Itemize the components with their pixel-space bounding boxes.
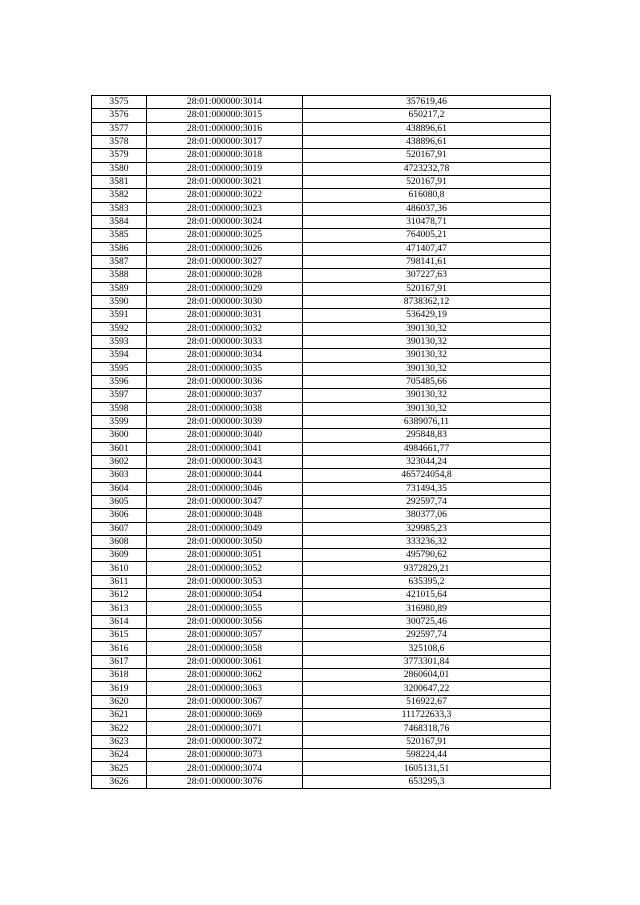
table-row xyxy=(92,562,551,575)
cadastral-number-cell: 28:01:000000:3074 xyxy=(147,762,303,775)
row-number-cell: 3602 xyxy=(92,455,147,468)
cadastral-number-cell: 28:01:000000:3029 xyxy=(147,282,303,295)
row-number-cell: 3626 xyxy=(92,775,147,788)
cadastral-number-cell: 28:01:000000:3014 xyxy=(147,96,303,109)
cadastral-number-cell: 28:01:000000:3026 xyxy=(147,242,303,255)
row-number-cell: 3576 xyxy=(92,109,147,122)
value-cell: 325108,6 xyxy=(303,642,551,655)
table-row xyxy=(92,402,551,415)
value-cell: 316980,89 xyxy=(303,602,551,615)
row-number-cell: 3615 xyxy=(92,629,147,642)
value-cell: 323044,24 xyxy=(303,455,551,468)
table-row xyxy=(92,602,551,615)
row-number-cell: 3594 xyxy=(92,349,147,362)
row-number-cell: 3608 xyxy=(92,535,147,548)
table-row xyxy=(92,455,551,468)
row-number-cell: 3586 xyxy=(92,242,147,255)
row-number-cell: 3603 xyxy=(92,469,147,482)
cadastral-number-cell: 28:01:000000:3043 xyxy=(147,455,303,468)
table-row xyxy=(92,202,551,215)
cadastral-number-cell: 28:01:000000:3021 xyxy=(147,175,303,188)
row-number-cell: 3598 xyxy=(92,402,147,415)
value-cell: 516922,67 xyxy=(303,695,551,708)
table-row xyxy=(92,215,551,228)
cadastral-number-cell: 28:01:000000:3034 xyxy=(147,349,303,362)
row-number-cell: 3618 xyxy=(92,669,147,682)
cadastral-number-cell: 28:01:000000:3016 xyxy=(147,122,303,135)
row-number-cell: 3577 xyxy=(92,122,147,135)
row-number-cell: 3599 xyxy=(92,415,147,428)
table-row xyxy=(92,309,551,322)
value-cell: 438896,61 xyxy=(303,122,551,135)
table-row xyxy=(92,162,551,175)
cadastral-number-cell: 28:01:000000:3063 xyxy=(147,682,303,695)
row-number-cell: 3582 xyxy=(92,189,147,202)
row-number-cell: 3601 xyxy=(92,442,147,455)
cadastral-number-cell: 28:01:000000:3069 xyxy=(147,709,303,722)
row-number-cell: 3616 xyxy=(92,642,147,655)
cadastral-number-cell: 28:01:000000:3057 xyxy=(147,629,303,642)
table-row xyxy=(92,655,551,668)
value-cell: 520167,91 xyxy=(303,735,551,748)
cadastral-number-cell: 28:01:000000:3028 xyxy=(147,269,303,282)
row-number-cell: 3613 xyxy=(92,602,147,615)
value-cell: 295848,83 xyxy=(303,429,551,442)
value-cell: 390130,32 xyxy=(303,349,551,362)
cadastral-number-cell: 28:01:000000:3046 xyxy=(147,482,303,495)
cadastral-number-cell: 28:01:000000:3051 xyxy=(147,549,303,562)
row-number-cell: 3591 xyxy=(92,309,147,322)
row-number-cell: 3597 xyxy=(92,389,147,402)
row-number-cell: 3611 xyxy=(92,575,147,588)
row-number-cell: 3584 xyxy=(92,215,147,228)
cadastral-number-cell: 28:01:000000:3022 xyxy=(147,189,303,202)
cadastral-number-cell: 28:01:000000:3044 xyxy=(147,469,303,482)
table-row xyxy=(92,229,551,242)
value-cell: 465724054,8 xyxy=(303,469,551,482)
cadastral-number-cell: 28:01:000000:3056 xyxy=(147,615,303,628)
table-row xyxy=(92,429,551,442)
value-cell: 635395,2 xyxy=(303,575,551,588)
cadastral-number-cell: 28:01:000000:3035 xyxy=(147,362,303,375)
row-number-cell: 3578 xyxy=(92,135,147,148)
cadastral-number-cell: 28:01:000000:3052 xyxy=(147,562,303,575)
value-cell: 650217,2 xyxy=(303,109,551,122)
cadastral-number-cell: 28:01:000000:3055 xyxy=(147,602,303,615)
table-row xyxy=(92,322,551,335)
cadastral-value-table xyxy=(91,95,551,789)
row-number-cell: 3585 xyxy=(92,229,147,242)
value-cell: 390130,32 xyxy=(303,402,551,415)
table-row xyxy=(92,335,551,348)
value-cell: 653295,3 xyxy=(303,775,551,788)
cadastral-number-cell: 28:01:000000:3024 xyxy=(147,215,303,228)
row-number-cell: 3600 xyxy=(92,429,147,442)
row-number-cell: 3580 xyxy=(92,162,147,175)
cadastral-number-cell: 28:01:000000:3049 xyxy=(147,522,303,535)
cadastral-number-cell: 28:01:000000:3018 xyxy=(147,149,303,162)
row-number-cell: 3622 xyxy=(92,722,147,735)
cadastral-number-cell: 28:01:000000:3071 xyxy=(147,722,303,735)
row-number-cell: 3592 xyxy=(92,322,147,335)
row-number-cell: 3612 xyxy=(92,589,147,602)
row-number-cell: 3583 xyxy=(92,202,147,215)
cadastral-number-cell: 28:01:000000:3033 xyxy=(147,335,303,348)
value-cell: 8738362,12 xyxy=(303,295,551,308)
table-row xyxy=(92,695,551,708)
table-row xyxy=(92,629,551,642)
row-number-cell: 3581 xyxy=(92,175,147,188)
row-number-cell: 3579 xyxy=(92,149,147,162)
value-cell: 2860604,01 xyxy=(303,669,551,682)
table-body xyxy=(92,96,551,789)
cadastral-number-cell: 28:01:000000:3061 xyxy=(147,655,303,668)
table-row xyxy=(92,522,551,535)
row-number-cell: 3609 xyxy=(92,549,147,562)
value-cell: 471407,47 xyxy=(303,242,551,255)
value-cell: 3200647,22 xyxy=(303,682,551,695)
value-cell: 390130,32 xyxy=(303,322,551,335)
value-cell: 6389076,11 xyxy=(303,415,551,428)
value-cell: 764005,21 xyxy=(303,229,551,242)
cadastral-number-cell: 28:01:000000:3067 xyxy=(147,695,303,708)
row-number-cell: 3607 xyxy=(92,522,147,535)
table-row xyxy=(92,389,551,402)
value-cell: 4723232,78 xyxy=(303,162,551,175)
value-cell: 357619,46 xyxy=(303,96,551,109)
table-row xyxy=(92,282,551,295)
table-row xyxy=(92,242,551,255)
cadastral-number-cell: 28:01:000000:3053 xyxy=(147,575,303,588)
table-row xyxy=(92,575,551,588)
value-cell: 310478,71 xyxy=(303,215,551,228)
cadastral-number-cell: 28:01:000000:3058 xyxy=(147,642,303,655)
cadastral-number-cell: 28:01:000000:3048 xyxy=(147,509,303,522)
table-row xyxy=(92,495,551,508)
value-cell: 292597,74 xyxy=(303,495,551,508)
row-number-cell: 3587 xyxy=(92,255,147,268)
cadastral-number-cell: 28:01:000000:3036 xyxy=(147,375,303,388)
value-cell: 1605131,51 xyxy=(303,762,551,775)
value-cell: 390130,32 xyxy=(303,335,551,348)
table-row xyxy=(92,96,551,109)
row-number-cell: 3593 xyxy=(92,335,147,348)
table-row xyxy=(92,762,551,775)
value-cell: 300725,46 xyxy=(303,615,551,628)
value-cell: 111722633,3 xyxy=(303,709,551,722)
row-number-cell: 3595 xyxy=(92,362,147,375)
row-number-cell: 3590 xyxy=(92,295,147,308)
value-cell: 520167,91 xyxy=(303,282,551,295)
value-cell: 520167,91 xyxy=(303,149,551,162)
table-row xyxy=(92,735,551,748)
row-number-cell: 3596 xyxy=(92,375,147,388)
table-row xyxy=(92,295,551,308)
table-row xyxy=(92,589,551,602)
row-number-cell: 3619 xyxy=(92,682,147,695)
value-cell: 307227,63 xyxy=(303,269,551,282)
cadastral-number-cell: 28:01:000000:3015 xyxy=(147,109,303,122)
row-number-cell: 3610 xyxy=(92,562,147,575)
value-cell: 9372829,21 xyxy=(303,562,551,575)
row-number-cell: 3617 xyxy=(92,655,147,668)
cadastral-number-cell: 28:01:000000:3039 xyxy=(147,415,303,428)
value-cell: 390130,32 xyxy=(303,362,551,375)
row-number-cell: 3604 xyxy=(92,482,147,495)
cadastral-number-cell: 28:01:000000:3076 xyxy=(147,775,303,788)
value-cell: 380377,06 xyxy=(303,509,551,522)
value-cell: 390130,32 xyxy=(303,389,551,402)
value-cell: 486037,36 xyxy=(303,202,551,215)
value-cell: 3773301,84 xyxy=(303,655,551,668)
cadastral-number-cell: 28:01:000000:3019 xyxy=(147,162,303,175)
cadastral-number-cell: 28:01:000000:3032 xyxy=(147,322,303,335)
cadastral-number-cell: 28:01:000000:3017 xyxy=(147,135,303,148)
table-row xyxy=(92,415,551,428)
table-row xyxy=(92,175,551,188)
table-row xyxy=(92,269,551,282)
value-cell: 536429,19 xyxy=(303,309,551,322)
value-cell: 495790,62 xyxy=(303,549,551,562)
row-number-cell: 3589 xyxy=(92,282,147,295)
table-row xyxy=(92,749,551,762)
table-row xyxy=(92,482,551,495)
cadastral-number-cell: 28:01:000000:3054 xyxy=(147,589,303,602)
table-row xyxy=(92,375,551,388)
value-cell: 4984661,77 xyxy=(303,442,551,455)
table-row xyxy=(92,722,551,735)
table-row xyxy=(92,109,551,122)
table-row xyxy=(92,642,551,655)
cadastral-number-cell: 28:01:000000:3073 xyxy=(147,749,303,762)
row-number-cell: 3575 xyxy=(92,96,147,109)
table-row xyxy=(92,469,551,482)
table-row xyxy=(92,709,551,722)
row-number-cell: 3624 xyxy=(92,749,147,762)
cadastral-number-cell: 28:01:000000:3038 xyxy=(147,402,303,415)
value-cell: 705485,66 xyxy=(303,375,551,388)
cadastral-number-cell: 28:01:000000:3062 xyxy=(147,669,303,682)
table-row xyxy=(92,669,551,682)
table-row xyxy=(92,509,551,522)
table-row xyxy=(92,775,551,788)
value-cell: 616080,8 xyxy=(303,189,551,202)
table-row xyxy=(92,122,551,135)
cadastral-number-cell: 28:01:000000:3047 xyxy=(147,495,303,508)
row-number-cell: 3623 xyxy=(92,735,147,748)
cadastral-number-cell: 28:01:000000:3041 xyxy=(147,442,303,455)
cadastral-number-cell: 28:01:000000:3023 xyxy=(147,202,303,215)
cadastral-number-cell: 28:01:000000:3040 xyxy=(147,429,303,442)
cadastral-number-cell: 28:01:000000:3037 xyxy=(147,389,303,402)
value-cell: 798141,61 xyxy=(303,255,551,268)
value-cell: 520167,91 xyxy=(303,175,551,188)
value-cell: 292597,74 xyxy=(303,629,551,642)
row-number-cell: 3625 xyxy=(92,762,147,775)
row-number-cell: 3614 xyxy=(92,615,147,628)
row-number-cell: 3621 xyxy=(92,709,147,722)
table-row xyxy=(92,615,551,628)
table-row xyxy=(92,362,551,375)
row-number-cell: 3605 xyxy=(92,495,147,508)
value-cell: 333236,32 xyxy=(303,535,551,548)
cadastral-number-cell: 28:01:000000:3025 xyxy=(147,229,303,242)
table-row xyxy=(92,549,551,562)
value-cell: 731494,35 xyxy=(303,482,551,495)
table-row xyxy=(92,535,551,548)
value-cell: 598224,44 xyxy=(303,749,551,762)
value-cell: 7468318,76 xyxy=(303,722,551,735)
table-row xyxy=(92,682,551,695)
row-number-cell: 3620 xyxy=(92,695,147,708)
row-number-cell: 3588 xyxy=(92,269,147,282)
cadastral-number-cell: 28:01:000000:3050 xyxy=(147,535,303,548)
table-row xyxy=(92,442,551,455)
cadastral-number-cell: 28:01:000000:3072 xyxy=(147,735,303,748)
cadastral-number-cell: 28:01:000000:3030 xyxy=(147,295,303,308)
cadastral-number-cell: 28:01:000000:3031 xyxy=(147,309,303,322)
value-cell: 421015,64 xyxy=(303,589,551,602)
value-cell: 438896,61 xyxy=(303,135,551,148)
table-row xyxy=(92,189,551,202)
value-cell: 329985,23 xyxy=(303,522,551,535)
table-row xyxy=(92,349,551,362)
table-row xyxy=(92,255,551,268)
table-row xyxy=(92,135,551,148)
table-row xyxy=(92,149,551,162)
cadastral-number-cell: 28:01:000000:3027 xyxy=(147,255,303,268)
row-number-cell: 3606 xyxy=(92,509,147,522)
